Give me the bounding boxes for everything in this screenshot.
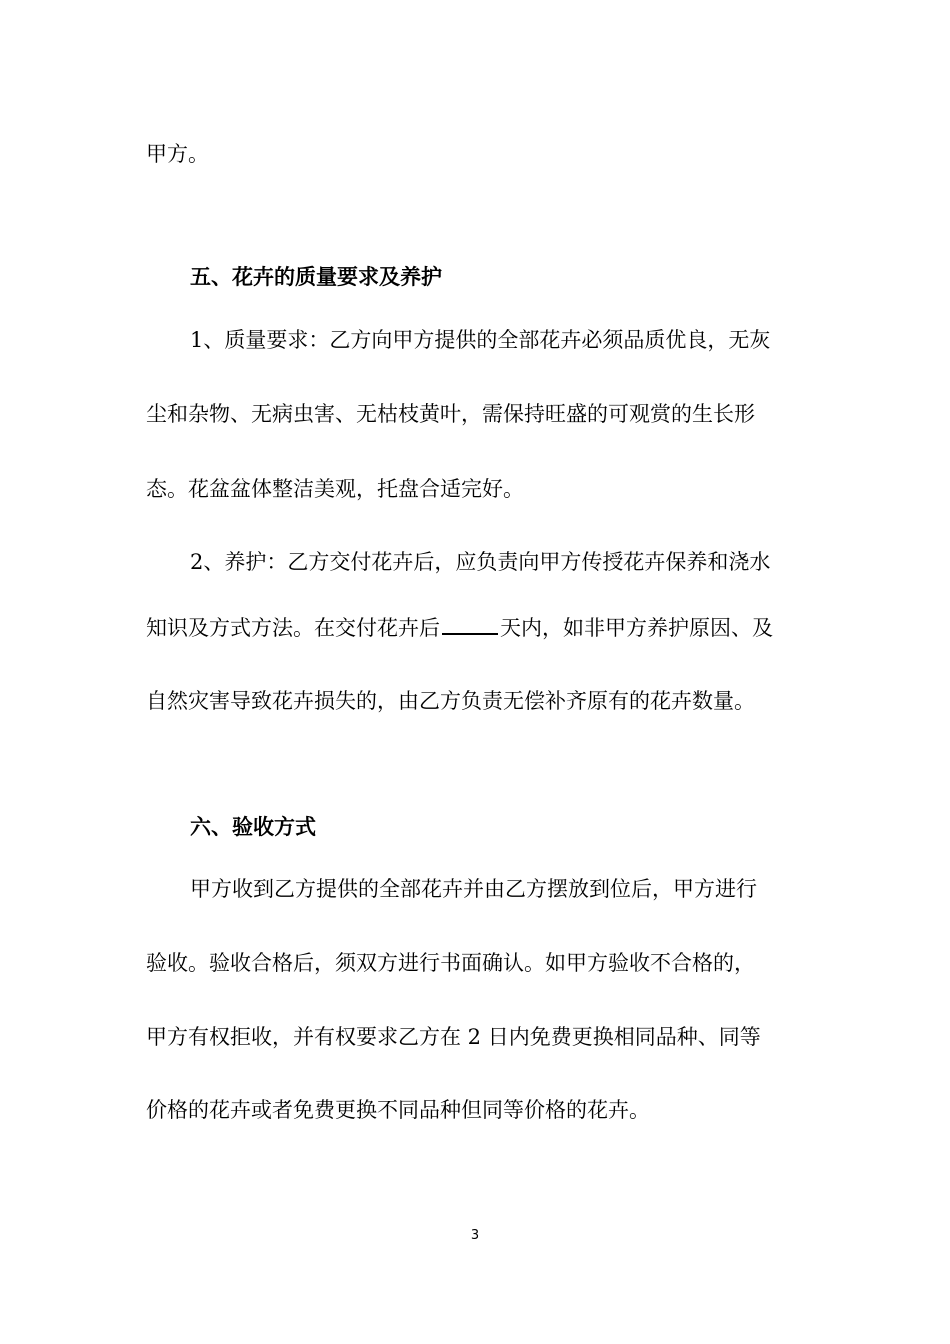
text-line: 2、养护：乙方交付花卉后，应负责向甲方传授花卉保养和浇水 [190, 550, 771, 574]
page-number: 3 [470, 1228, 480, 1243]
text-line: 态。花盆盆体整洁美观，托盘合适完好。 [146, 477, 524, 501]
text-line: 价格的花卉或者免费更换不同品种但同等价格的花卉。 [146, 1098, 650, 1122]
text-segment: 天内，如非甲方养护原因、及 [500, 616, 773, 640]
text-line: 1、质量要求：乙方向甲方提供的全部花卉必须品质优良，无灰 [190, 328, 771, 352]
text-line: 自然灾害导致花卉损失的，由乙方负责无偿补齐原有的花卉数量。 [146, 689, 755, 713]
text-line-with-blank [146, 613, 773, 642]
fill-in-blank [442, 613, 498, 635]
text-line: 甲方。 [146, 142, 209, 166]
text-line: 甲方收到乙方提供的全部花卉并由乙方摆放到位后，甲方进行 [190, 877, 757, 901]
text-line: 验收。验收合格后，须双方进行书面确认。如甲方验收不合格的， [146, 951, 755, 975]
section-heading-5: 五、花卉的质量要求及养护 [190, 265, 442, 289]
text-line: 甲方有权拒收，并有权要求乙方在 2 日内免费更换相同品种、同等 [146, 1025, 761, 1049]
text-line: 尘和杂物、无病虫害、无枯枝黄叶，需保持旺盛的可观赏的生长形 [146, 402, 755, 426]
text-segment: 知识及方式方法。在交付花卉后 [146, 616, 440, 640]
section-heading-6: 六、验收方式 [190, 815, 316, 839]
